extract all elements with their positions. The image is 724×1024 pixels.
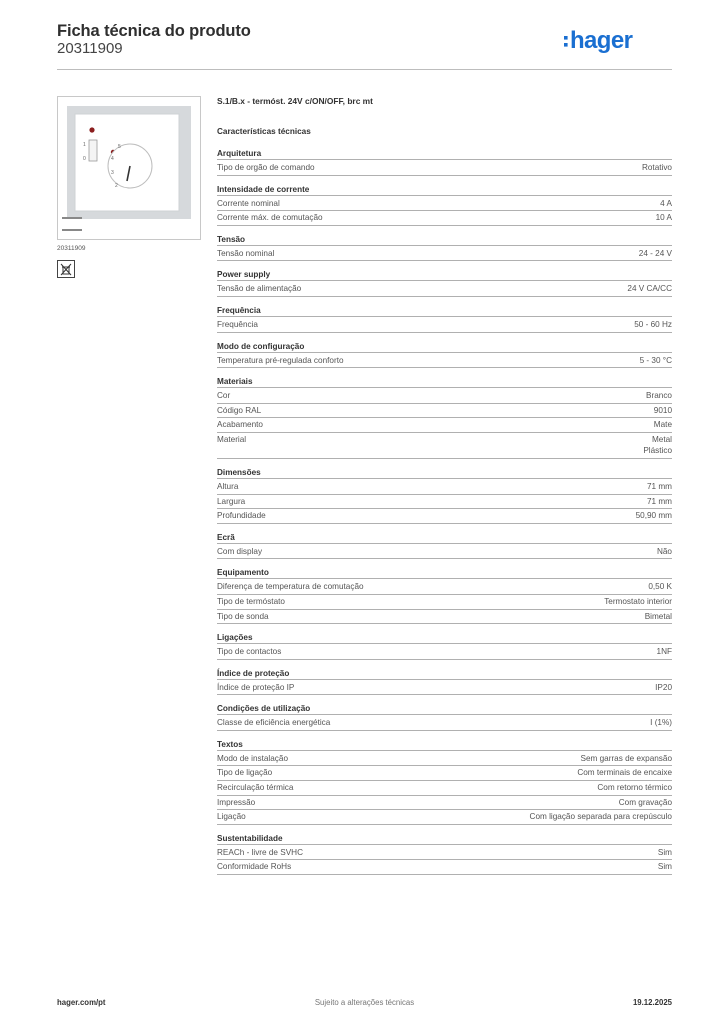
spec-row bbox=[217, 580, 672, 595]
spec-label: REACh - livre de SVHC bbox=[217, 847, 303, 857]
spec-value-line: 50,90 mm bbox=[635, 511, 672, 521]
spec-row bbox=[217, 810, 672, 825]
spec-value-line: I (1%) bbox=[650, 718, 672, 728]
spec-row bbox=[217, 846, 672, 861]
spec-value bbox=[646, 389, 672, 403]
spec-value-line: Rotativo bbox=[641, 163, 672, 172]
spec-row bbox=[217, 161, 672, 176]
spec-label: Índice de proteção IP bbox=[217, 682, 295, 692]
spec-value-line: Com ligação separada para crepúsculo bbox=[529, 812, 672, 822]
spec-value bbox=[581, 752, 672, 766]
spec-value bbox=[634, 318, 672, 332]
spec-value bbox=[655, 681, 672, 695]
technical-sheet bbox=[217, 96, 672, 875]
page-header bbox=[57, 20, 672, 70]
spec-label: Código RAL bbox=[217, 405, 262, 415]
spec-group bbox=[217, 341, 672, 369]
spec-value-line: 24 - 24 V bbox=[638, 248, 672, 258]
spec-group bbox=[217, 739, 672, 825]
spec-group-title: Tensão bbox=[217, 234, 672, 246]
spec-value bbox=[597, 781, 672, 795]
spec-label: Frequência bbox=[217, 319, 258, 329]
spec-value bbox=[636, 509, 672, 523]
spec-label: Tipo de termóstato bbox=[217, 596, 285, 606]
spec-row bbox=[217, 404, 672, 419]
spec-group bbox=[217, 833, 672, 875]
spec-value-line: 24 V CA/CC bbox=[627, 284, 672, 294]
spec-value-line: Não bbox=[656, 546, 672, 556]
spec-group-title: Materiais bbox=[217, 376, 672, 388]
spec-row bbox=[217, 752, 672, 767]
spec-row bbox=[217, 389, 672, 404]
spec-value bbox=[642, 161, 672, 175]
footer-date: 19.12.2025 bbox=[632, 998, 672, 1007]
spec-value-line: 1NF bbox=[656, 647, 672, 657]
spec-group bbox=[217, 148, 672, 176]
spec-value bbox=[657, 645, 672, 659]
spec-value-line: 9010 bbox=[653, 405, 672, 415]
spec-row bbox=[217, 495, 672, 510]
spec-row bbox=[217, 480, 672, 495]
spec-value bbox=[648, 580, 672, 594]
dial-label: 3 bbox=[111, 170, 114, 176]
footer-website: hager.com/pt bbox=[57, 998, 106, 1007]
spec-value-line: Mate bbox=[653, 420, 672, 430]
page-footer bbox=[57, 998, 672, 1012]
spec-group bbox=[217, 376, 672, 459]
spec-value bbox=[619, 796, 672, 810]
spec-value bbox=[654, 418, 672, 432]
spec-group-title: Sustentabilidade bbox=[217, 833, 672, 845]
spec-label: Tipo de orgão de comando bbox=[217, 163, 315, 172]
header-divider bbox=[57, 69, 672, 70]
spec-group bbox=[217, 184, 672, 226]
spec-value-line: Sim bbox=[657, 862, 672, 872]
spec-label: Modo de instalação bbox=[217, 753, 289, 763]
spec-value bbox=[530, 810, 672, 824]
characteristics-list bbox=[217, 148, 672, 875]
image-caption: 20311909 bbox=[57, 245, 86, 252]
spec-value-line: IP20 bbox=[655, 682, 672, 692]
spec-row bbox=[217, 860, 672, 875]
spec-value bbox=[660, 197, 672, 211]
product-image bbox=[57, 96, 201, 240]
spec-value-line: 4 A bbox=[660, 198, 672, 208]
spec-value-line: Sem garras de expansão bbox=[580, 753, 672, 763]
product-reference: 20311909 bbox=[57, 40, 123, 57]
spec-group-title: Arquitetura bbox=[217, 148, 672, 160]
spec-label: Impressão bbox=[217, 797, 256, 807]
spec-group-title: Equipamento bbox=[217, 567, 672, 579]
spec-label: Altura bbox=[217, 481, 239, 491]
spec-group-title: Dimensões bbox=[217, 467, 672, 479]
spec-row bbox=[217, 247, 672, 262]
spec-row bbox=[217, 354, 672, 369]
product-panel bbox=[57, 96, 202, 278]
spec-label: Temperatura pré-regulada conforto bbox=[217, 355, 344, 365]
spec-label: Diferença de temperatura de comutação bbox=[217, 582, 364, 592]
spec-label: Ligação bbox=[217, 812, 246, 822]
product-short-description: S.1/B.x - termóst. 24V c/ON/OFF, brc mt bbox=[217, 96, 373, 106]
spec-label: Recirculação térmica bbox=[217, 783, 294, 793]
spec-group bbox=[217, 467, 672, 524]
spec-value bbox=[639, 247, 672, 261]
spec-row bbox=[217, 318, 672, 333]
spec-value bbox=[656, 211, 672, 225]
spec-group-title: Índice de proteção bbox=[217, 668, 672, 680]
spec-value bbox=[643, 434, 672, 456]
spec-label: Acabamento bbox=[217, 420, 263, 430]
dial-label: 4 bbox=[111, 156, 114, 162]
spec-value bbox=[654, 404, 672, 418]
svg-text:hager: hager bbox=[570, 27, 633, 54]
spec-value-line: Com gravação bbox=[618, 797, 672, 807]
spec-value-line: Plástico bbox=[643, 445, 672, 455]
spec-value-line: Com terminais de encaixe bbox=[577, 768, 672, 778]
spec-value-line: 50 - 60 Hz bbox=[634, 319, 672, 329]
spec-group-title: Textos bbox=[217, 739, 672, 751]
spec-value-line: 0,50 K bbox=[648, 582, 672, 592]
spec-label: Material bbox=[217, 434, 247, 444]
spec-group-title: Ligações bbox=[217, 632, 672, 644]
spec-value bbox=[627, 282, 672, 296]
spec-label: Profundidade bbox=[217, 511, 266, 521]
spec-row bbox=[217, 418, 672, 433]
dial-label: 0 bbox=[83, 156, 86, 162]
spec-label: Cor bbox=[217, 391, 231, 401]
spec-label: Classe de eficiência energética bbox=[217, 718, 331, 728]
spec-group-title: Frequência bbox=[217, 305, 672, 317]
spec-value bbox=[647, 495, 672, 509]
spec-row bbox=[217, 645, 672, 660]
spec-row bbox=[217, 766, 672, 781]
spec-row bbox=[217, 545, 672, 560]
spec-value-line: Bimetal bbox=[644, 611, 672, 621]
spec-group-title: Power supply bbox=[217, 269, 672, 281]
spec-group bbox=[217, 703, 672, 731]
dial-label: 5 bbox=[118, 144, 121, 150]
spec-row bbox=[217, 509, 672, 524]
spec-label: Corrente nominal bbox=[217, 198, 280, 208]
spec-label: Tensão nominal bbox=[217, 248, 275, 258]
spec-group bbox=[217, 234, 672, 262]
recycling-bin-icon bbox=[57, 260, 75, 278]
spec-group-title: Condições de utilização bbox=[217, 703, 672, 715]
spec-value bbox=[640, 354, 672, 368]
spec-label: Largura bbox=[217, 496, 246, 506]
spec-row bbox=[217, 716, 672, 731]
spec-value bbox=[658, 860, 672, 874]
spec-label: Conformidade RoHs bbox=[217, 862, 292, 872]
spec-value-line: 10 A bbox=[655, 213, 672, 223]
spec-group bbox=[217, 632, 672, 660]
spec-value bbox=[650, 716, 672, 730]
spec-row bbox=[217, 433, 672, 459]
spec-group bbox=[217, 305, 672, 333]
spec-group-title: Intensidade de corrente bbox=[217, 184, 672, 196]
spec-row bbox=[217, 595, 672, 610]
spec-label: Tipo de contactos bbox=[217, 647, 282, 657]
spec-value-line: Sim bbox=[657, 847, 672, 857]
spec-value-line: 5 - 30 °C bbox=[639, 355, 672, 365]
spec-row bbox=[217, 796, 672, 811]
dial-label: 2 bbox=[115, 183, 118, 189]
spec-value-line: Termostato interior bbox=[604, 596, 672, 606]
spec-row bbox=[217, 610, 672, 625]
spec-value bbox=[658, 846, 672, 860]
spec-value bbox=[657, 545, 672, 559]
spec-group-title: Modo de configuração bbox=[217, 341, 672, 353]
spec-value-line: 71 mm bbox=[646, 481, 672, 491]
spec-label: Tipo de ligação bbox=[217, 768, 273, 778]
spec-row bbox=[217, 681, 672, 696]
spec-row bbox=[217, 282, 672, 297]
spec-value bbox=[645, 610, 672, 624]
spec-group-title: Ecrã bbox=[217, 532, 672, 544]
page-title: Ficha técnica do produto bbox=[57, 22, 251, 40]
spec-group bbox=[217, 269, 672, 297]
spec-value-line: Branco bbox=[646, 391, 672, 401]
spec-row bbox=[217, 197, 672, 212]
spec-label: Tensão de alimentação bbox=[217, 284, 302, 294]
spec-value-line: Metal bbox=[651, 434, 672, 444]
footer-notice: Sujeito a alterações técnicas bbox=[314, 998, 415, 1007]
spec-value bbox=[604, 595, 672, 609]
spec-value bbox=[577, 766, 672, 780]
spec-label: Com display bbox=[217, 546, 263, 556]
spec-group bbox=[217, 532, 672, 560]
hager-logo bbox=[564, 26, 654, 56]
spec-group bbox=[217, 668, 672, 696]
spec-row bbox=[217, 211, 672, 226]
spec-value-line: Com retorno térmico bbox=[597, 783, 672, 793]
spec-label: Tipo de sonda bbox=[217, 611, 269, 621]
section-heading: Características técnicas bbox=[217, 127, 311, 136]
dial-label: 1 bbox=[83, 142, 86, 148]
spec-value bbox=[647, 480, 672, 494]
spec-group bbox=[217, 567, 672, 624]
spec-row bbox=[217, 781, 672, 796]
spec-value-line: 71 mm bbox=[646, 496, 672, 506]
spec-label: Corrente máx. de comutação bbox=[217, 213, 323, 223]
